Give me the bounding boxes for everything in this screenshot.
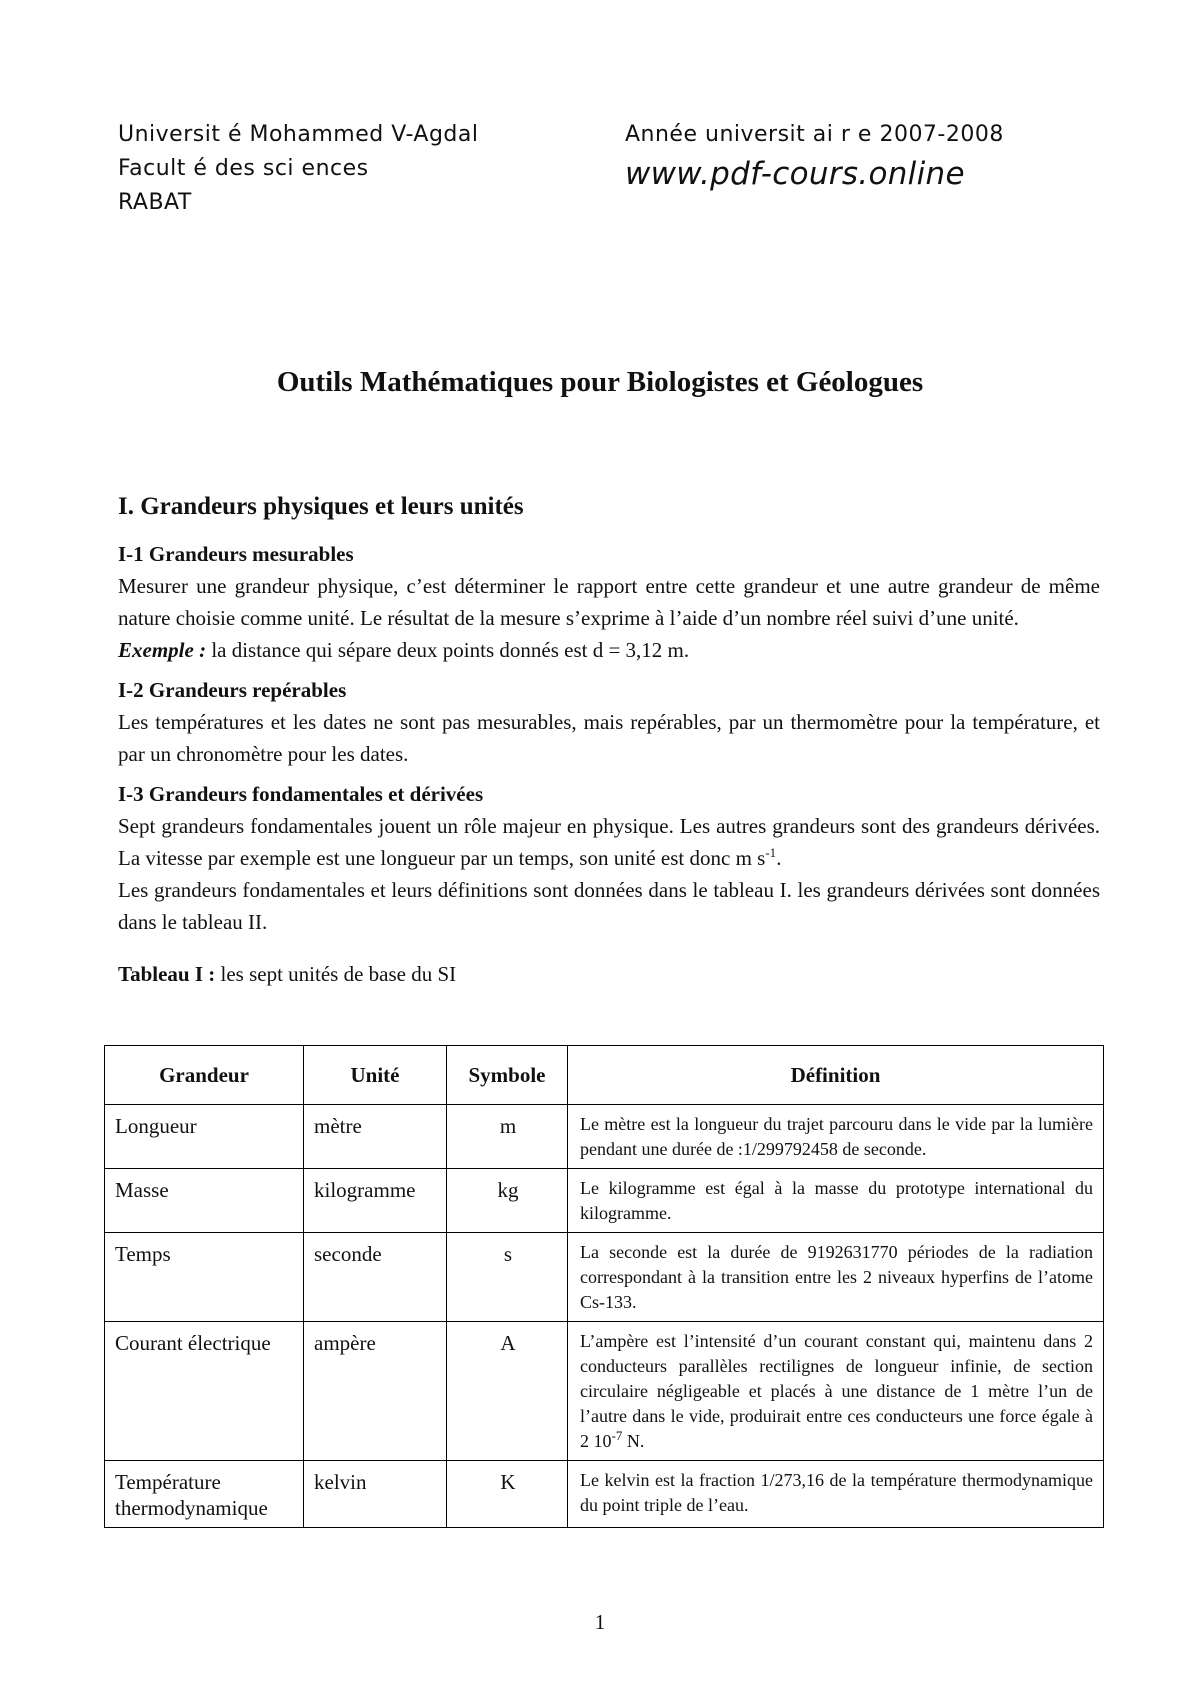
header-grandeur: Grandeur	[105, 1046, 304, 1105]
cell-definition: Le kelvin est la fraction 1/273,16 de la température thermodynamique du point triple de l’eau.	[568, 1461, 1104, 1528]
main-content	[118, 490, 1100, 1002]
table-row	[105, 1322, 1104, 1461]
paragraph-tables: Les grandeurs fondamentales et leurs définitions sont données dans le tableau I. les grandeurs dérivées sont données dans le tableau II.	[118, 878, 1100, 934]
document-title: Outils Mathématiques pour Biologistes et Géologues	[276, 366, 924, 398]
definition-unit: N.	[622, 1431, 645, 1451]
cell-grandeur: Courant électrique	[105, 1322, 304, 1461]
header-symbole: Symbole	[447, 1046, 568, 1105]
exponent: -7	[611, 1428, 623, 1443]
cell-unite: kelvin	[304, 1461, 447, 1528]
city-name: RABAT	[118, 190, 192, 215]
academic-year: Année universit ai r e 2007-2008	[625, 122, 1004, 147]
exponent: -1	[765, 845, 777, 860]
table-caption-label: Tableau I :	[118, 962, 216, 986]
header-definition: Définition	[568, 1046, 1104, 1105]
cell-symbole: s	[447, 1233, 568, 1322]
university-name: Universit é Mohammed V-Agdal	[118, 122, 479, 147]
section-heading: I. Grandeurs physiques et leurs unités	[118, 493, 524, 520]
subsection-heading-mesurables: I-1 Grandeurs mesurables	[118, 542, 354, 566]
faculty-name: Facult é des sci ences	[118, 156, 369, 181]
table-row	[105, 1169, 1104, 1233]
table-caption	[118, 958, 1100, 990]
cell-grandeur: Temps	[105, 1233, 304, 1322]
cell-definition: Le mètre est la longueur du trajet parcouru dans le vide par la lumière pendant une durée de :1/299792458 de seconde.	[568, 1105, 1104, 1169]
cell-grandeur	[105, 1461, 304, 1528]
cell-definition: La seconde est la durée de 9192631770 périodes de la radiation correspondant à la transition entre les 2 niveaux hyperfins de l’atome Cs-133.	[568, 1233, 1104, 1322]
page-number: 1	[594, 1610, 606, 1634]
cell-symbole: m	[447, 1105, 568, 1169]
si-units-table	[104, 1045, 1104, 1528]
header-unite: Unité	[304, 1046, 447, 1105]
table-row	[105, 1105, 1104, 1169]
cell-definition	[568, 1322, 1104, 1461]
cell-symbole: A	[447, 1322, 568, 1461]
subsection-heading-reperables: I-2 Grandeurs repérables	[118, 678, 347, 702]
cell-definition: Le kilogramme est égal à la masse du prototype international du kilogramme.	[568, 1169, 1104, 1233]
table-caption-text: les sept unités de base du SI	[215, 962, 457, 986]
header-right	[625, 118, 1004, 194]
cell-unite: seconde	[304, 1233, 447, 1322]
header-left	[118, 118, 479, 220]
table-row	[105, 1233, 1104, 1322]
website-watermark: www.pdf-cours.online	[625, 156, 965, 192]
cell-grandeur: Masse	[105, 1169, 304, 1233]
cell-unite: ampère	[304, 1322, 447, 1461]
cell-grandeur: Longueur	[105, 1105, 304, 1169]
paragraph-fondamentales-end: .	[776, 846, 782, 870]
grandeur-line: thermodynamique	[115, 1496, 268, 1520]
paragraph-reperables: Les températures et les dates ne sont pas mesurables, mais repérables, par un thermomètre pour la température, et par un chronomètre pour les dates.	[118, 710, 1100, 766]
subsection-heading-fondamentales: I-3 Grandeurs fondamentales et dérivées	[118, 782, 484, 806]
example-label: Exemple :	[118, 638, 207, 662]
cell-symbole: K	[447, 1461, 568, 1528]
example-line	[118, 634, 1100, 666]
paragraph-fondamentales	[118, 810, 1100, 874]
cell-unite: mètre	[304, 1105, 447, 1169]
table-row	[105, 1461, 1104, 1528]
table-header-row	[105, 1046, 1104, 1105]
cell-unite: kilogramme	[304, 1169, 447, 1233]
grandeur-line: Température	[115, 1470, 221, 1494]
paragraph-fondamentales-text: Sept grandeurs fondamentales jouent un rôle majeur en physique. Les autres grandeurs sont des grandeurs dérivées. La vitesse par exemple est une longueur par un temps, son unité est donc m s	[118, 814, 1100, 870]
cell-symbole: kg	[447, 1169, 568, 1233]
paragraph-mesurables: Mesurer une grandeur physique, c’est déterminer le rapport entre cette grandeur et une autre grandeur de même nature choisie comme unité. Le résultat de la mesure s’exprime à l’aide d’un nombre réel suivi d’une unité.	[118, 574, 1100, 630]
example-text: la distance qui sépare deux points donnés est d = 3,12 m.	[206, 638, 690, 662]
definition-text: L’ampère est l’intensité d’un courant constant qui, maintenu dans 2 conducteurs parallèles rectilignes de longueur infinie, de section circulaire négligeable et placés à une distance de 1 mètre l’un de l’autre dans le vide, produirait entre ces conducteurs une force égale à 2 10	[580, 1331, 1093, 1451]
